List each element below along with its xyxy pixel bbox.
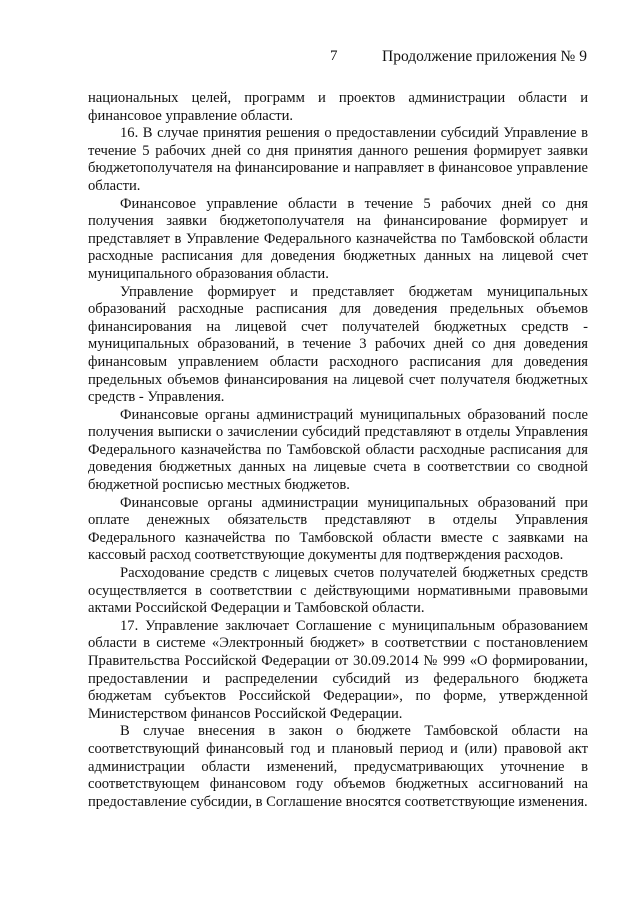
paragraph: Управление формирует и представляет бюджетам муниципальных образований расходные расписания для доведения предельных объемов финансирования на лицевой счет получателей бюджетных средств - муниципальных образований, в течение 3 рабочих дней со дня доведения финансовым управлением области расходного расписания для доведения предельных объемов финансирования на лицевой счет получателя бюджетных средств - Управления. [88, 283, 588, 406]
document-body [88, 90, 588, 811]
paragraph: 16. В случае принятия решения о предоставлении субсидий Управление в течение 5 рабочих дней со дня принятия данного решения формирует заявки бюджетополучателя на финансирование и направляет в финансовое управление области. [88, 125, 588, 194]
paragraph: В случае внесения в закон о бюджете Тамбовской области на соответствующий финансовый год и плановый период и (или) правовой акт администрации области изменений, предусматривающих уточнение в соответствующем финансовом году объемов бюджетных ассигнований на предоставление субсидии, в Соглашение вносятся соответствующие изменения. [88, 723, 588, 810]
paragraph: Финансовые органы администрации муниципальных образований при оплате денежных обязательств представляют в отделы Управления Федерального казначейства по Тамбовской области вместе с заявками на кассовый расход соответствующие документы для подтверждения расходов. [88, 494, 588, 564]
paragraph: Финансовое управление области в течение 5 рабочих дней со дня получения заявки бюджетополучателя на финансирование формирует и представляет в Управление Федерального казначейства по Тамбовской области расходные расписания для доведения бюджетных данных на лицевой счет муниципального образования области. [88, 195, 588, 282]
page-header [0, 48, 640, 70]
paragraph: Финансовые органы администраций муниципальных образований после получения выписки о зачислении субсидий представляют в отделы Управления Федерального казначейства по Тамбовской области расходные расписания для доведения бюджетных данных на лицевые счета в соответствии со сводной бюджетной росписью местных бюджетов. [88, 406, 588, 494]
page-number: 7 [330, 48, 338, 64]
paragraph: Расходование средств с лицевых счетов получателей бюджетных средств осуществляется в соответствии с действующими нормативными правовыми актами Российской Федерации и Тамбовской области. [88, 565, 588, 617]
paragraph: национальных целей, программ и проектов администрации области и финансовое управление области. [88, 90, 588, 124]
paragraph: 17. Управление заключает Соглашение с муниципальным образованием области в системе «Электронный бюджет» в соответствии с постановлением Правительства Российской Федерации от 30.09.2014 № 999 «О формировании, предоставлении и распределении субсидий из федерального бюджета бюджетам субъектов Российской Федерации», по форме, утвержденной Министерством финансов Российской Федерации. [88, 617, 588, 722]
appendix-continuation-title: Продолжение приложения № 9 [382, 48, 587, 65]
